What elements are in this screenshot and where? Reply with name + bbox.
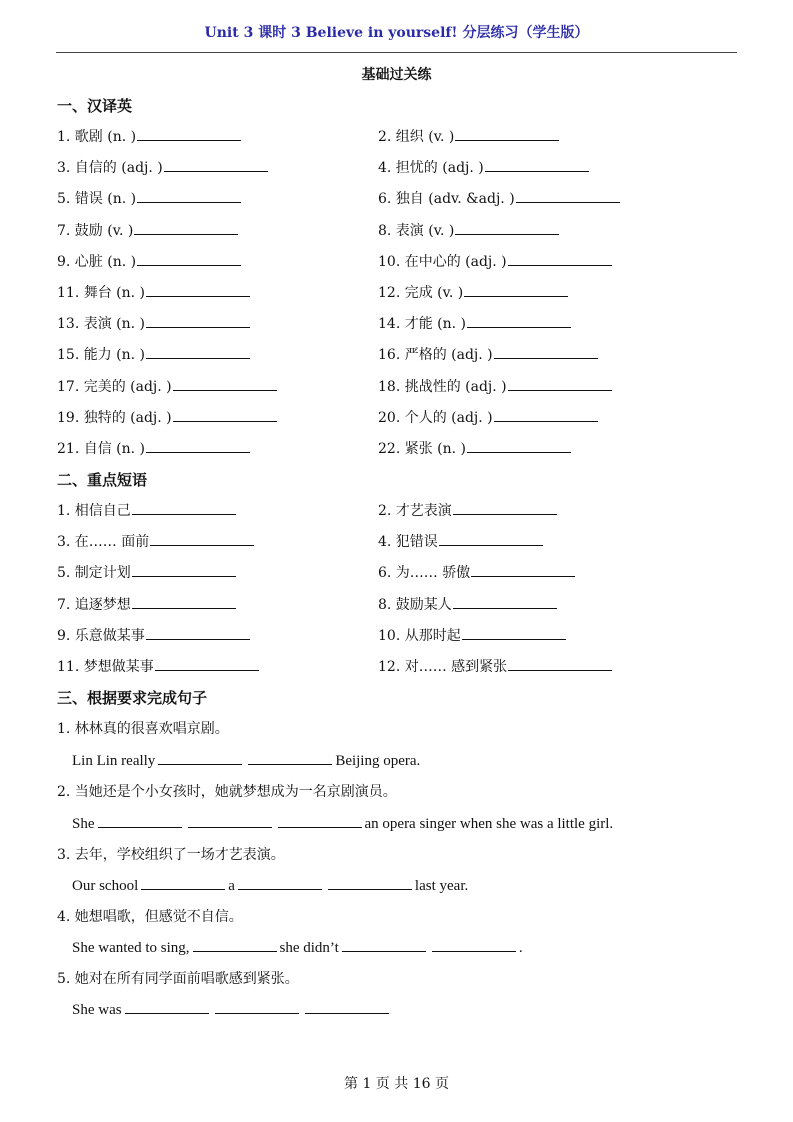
exercise-row [57, 251, 747, 273]
exercise-item [378, 562, 575, 582]
exercise-row [57, 438, 747, 460]
exercise-prompt: 18. 挑战性的 (adj. ) [378, 378, 507, 395]
exercise-item [57, 438, 250, 458]
exercise-prompt: 6. 独自 (adv. &adj. ) [378, 191, 515, 208]
exercise-prompt: 4. 犯错误 [378, 534, 438, 551]
exercise-row [57, 407, 747, 429]
exercise-prompt: 10. 从那时起 [378, 627, 461, 644]
answer-blank[interactable] [193, 937, 277, 952]
sentence-answer-line[interactable]: She was [72, 999, 392, 1019]
exercise-prompt: 21. 自信 (n. ) [57, 441, 146, 457]
exercise-item [57, 594, 236, 614]
sentence-answer-line[interactable]: Lin Lin really Beijing opera. [72, 750, 420, 770]
exercise-prompt: 5. 制定计划 [57, 565, 131, 582]
section-title-sentences: 三、根据要求完成句子 [57, 689, 208, 707]
answer-blank[interactable] [137, 251, 241, 266]
answer-blank[interactable] [141, 875, 225, 890]
exercise-item [378, 407, 598, 427]
exercise-prompt: 3. 自信的 (adj. ) [57, 160, 163, 177]
exercise-item [57, 282, 250, 302]
answer-blank[interactable] [494, 344, 598, 359]
answer-blank[interactable] [164, 157, 268, 172]
answer-blank[interactable] [134, 220, 238, 235]
sentence-prompt: 2. 当她还是个小女孩时，她就梦想成为一名京剧演员。 [57, 784, 397, 800]
exercise-row [57, 220, 747, 242]
exercise-row [57, 126, 747, 148]
exercise-prompt: 1. 相信自己 [57, 503, 131, 519]
answer-blank[interactable] [173, 407, 277, 422]
section-title-phrases: 二、重点短语 [57, 471, 148, 489]
exercise-prompt: 6. 为…… 骄傲 [378, 565, 471, 582]
exercise-row [57, 625, 747, 647]
exercise-prompt: 12. 对…… 感到紧张 [378, 659, 508, 675]
exercise-row [57, 376, 747, 398]
exercise-row [57, 500, 747, 522]
answer-blank[interactable] [467, 313, 571, 328]
answer-blank[interactable] [146, 313, 250, 328]
exercise-prompt: 20. 个人的 (adj. ) [378, 409, 493, 426]
exercise-item [57, 251, 241, 271]
exercise-prompt: 7. 追逐梦想 [57, 596, 131, 613]
answer-blank[interactable] [98, 813, 182, 828]
exercise-prompt: 10. 在中心的 (adj. ) [378, 253, 507, 270]
answer-blank[interactable] [137, 126, 241, 141]
exercise-prompt: 15. 能力 (n. ) [57, 347, 146, 364]
exercise-item [378, 126, 559, 146]
exercise-prompt: 8. 鼓励某人 [378, 596, 452, 613]
sentence-prompt: 3. 去年，学校组织了一场才艺表演。 [57, 847, 285, 863]
answer-blank[interactable] [155, 656, 259, 671]
exercise-item [378, 313, 571, 333]
sentence-answer-line[interactable]: She wanted to sing, she didn’t . [72, 937, 523, 957]
exercise-row [57, 594, 747, 616]
answer-blank[interactable] [342, 937, 426, 952]
exercise-row [57, 188, 747, 210]
exercise-row [57, 313, 747, 335]
answer-blank[interactable] [464, 282, 568, 297]
exercise-prompt: 2. 才艺表演 [378, 503, 452, 519]
exercise-item [378, 344, 598, 364]
exercise-item [378, 220, 559, 240]
exercise-item [57, 376, 277, 396]
answer-blank[interactable] [173, 376, 277, 391]
section-title-translation: 一、汉译英 [57, 97, 133, 115]
sentence-prompt: 1. 林林真的很喜欢唱京剧。 [57, 721, 229, 737]
exercise-prompt: 11. 梦想做某事 [57, 659, 154, 675]
answer-blank[interactable] [453, 500, 557, 515]
exercise-prompt: 1. 歌剧 (n. ) [57, 129, 137, 145]
answer-blank[interactable] [508, 656, 612, 671]
answer-blank[interactable] [248, 750, 332, 765]
exercise-prompt: 12. 完成 (v. ) [378, 285, 464, 301]
answer-blank[interactable] [146, 282, 250, 297]
answer-blank[interactable] [439, 531, 543, 546]
exercise-item [57, 220, 238, 240]
exercise-row [57, 562, 747, 584]
answer-blank[interactable] [188, 813, 272, 828]
sentence-prompt: 4. 她想唱歌，但感觉不自信。 [57, 909, 243, 925]
exercise-item [57, 500, 236, 520]
exercise-item [57, 562, 236, 582]
exercise-item [57, 157, 268, 177]
exercise-item [378, 157, 589, 177]
answer-blank[interactable] [125, 999, 209, 1014]
answer-blank[interactable] [146, 625, 250, 640]
exercise-prompt: 2. 组织 (v. ) [378, 129, 455, 145]
exercise-item [378, 438, 571, 458]
answer-blank[interactable] [215, 999, 299, 1014]
exercise-prompt: 16. 严格的 (adj. ) [378, 347, 493, 364]
exercise-item [378, 594, 557, 614]
exercise-item [57, 531, 254, 551]
answer-blank[interactable] [132, 562, 236, 577]
exercise-item [57, 656, 259, 676]
answer-blank[interactable] [462, 625, 566, 640]
exercise-item [378, 188, 620, 208]
answer-blank[interactable] [158, 750, 242, 765]
exercise-item [378, 251, 612, 271]
document-title: 基础过关练 [361, 67, 432, 83]
answer-blank[interactable] [146, 438, 250, 453]
exercise-item [57, 344, 250, 364]
exercise-prompt: 7. 鼓励 (v. ) [57, 222, 134, 239]
exercise-row [57, 282, 747, 304]
answer-blank[interactable] [146, 344, 250, 359]
exercise-prompt: 9. 乐意做某事 [57, 627, 145, 644]
exercise-item [57, 126, 241, 146]
exercise-prompt: 14. 才能 (n. ) [378, 316, 467, 333]
header-divider [56, 52, 737, 53]
sentence-prompt: 5. 她对在所有同学面前唱歌感到紧张。 [57, 971, 299, 987]
exercise-row [57, 344, 747, 366]
exercise-prompt: 5. 错误 (n. ) [57, 191, 137, 208]
answer-blank[interactable] [455, 220, 559, 235]
answer-blank[interactable] [132, 594, 236, 609]
exercise-prompt: 3. 在…… 面前 [57, 534, 150, 551]
exercise-prompt: 17. 完美的 (adj. ) [57, 378, 172, 395]
sentence-answer-line[interactable]: She an opera singer when she was a little girl. [72, 813, 613, 833]
exercise-item [378, 656, 612, 676]
answer-blank[interactable] [494, 407, 598, 422]
answer-blank[interactable] [305, 999, 389, 1014]
exercise-prompt: 9. 心脏 (n. ) [57, 253, 137, 270]
page-footer: 第 1 页 共 16 页 [344, 1076, 449, 1092]
answer-blank[interactable] [471, 562, 575, 577]
exercise-prompt: 11. 舞台 (n. ) [57, 285, 146, 301]
answer-blank[interactable] [278, 813, 362, 828]
exercise-item [378, 500, 557, 520]
exercise-row [57, 656, 747, 678]
exercise-item [378, 376, 612, 396]
exercise-item [57, 188, 241, 208]
exercise-row [57, 157, 747, 179]
answer-blank[interactable] [467, 438, 571, 453]
answer-blank[interactable] [485, 157, 589, 172]
answer-blank[interactable] [150, 531, 254, 546]
exercise-item [378, 531, 543, 551]
answer-blank[interactable] [132, 500, 236, 515]
exercise-prompt: 22. 紧张 (n. ) [378, 441, 467, 457]
exercise-item [57, 625, 250, 645]
answer-blank[interactable] [508, 251, 612, 266]
exercise-prompt: 19. 独特的 (adj. ) [57, 409, 172, 426]
exercise-item [57, 407, 277, 427]
exercise-item [378, 282, 568, 302]
exercise-item [57, 313, 250, 333]
page-header: Unit 3 课时 3 Believe in yourself! 分层练习（学生版） [204, 25, 589, 41]
answer-blank[interactable] [516, 188, 620, 203]
exercise-prompt: 4. 担忧的 (adj. ) [378, 160, 484, 177]
answer-blank[interactable] [238, 875, 322, 890]
exercise-prompt: 8. 表演 (v. ) [378, 222, 455, 239]
answer-blank[interactable] [432, 937, 516, 952]
exercise-prompt: 13. 表演 (n. ) [57, 316, 146, 333]
exercise-row [57, 531, 747, 553]
answer-blank[interactable] [455, 126, 559, 141]
answer-blank[interactable] [137, 188, 241, 203]
sentence-answer-line[interactable]: Our school a last year. [72, 875, 468, 895]
answer-blank[interactable] [453, 594, 557, 609]
answer-blank[interactable] [508, 376, 612, 391]
exercise-item [378, 625, 566, 645]
answer-blank[interactable] [328, 875, 412, 890]
